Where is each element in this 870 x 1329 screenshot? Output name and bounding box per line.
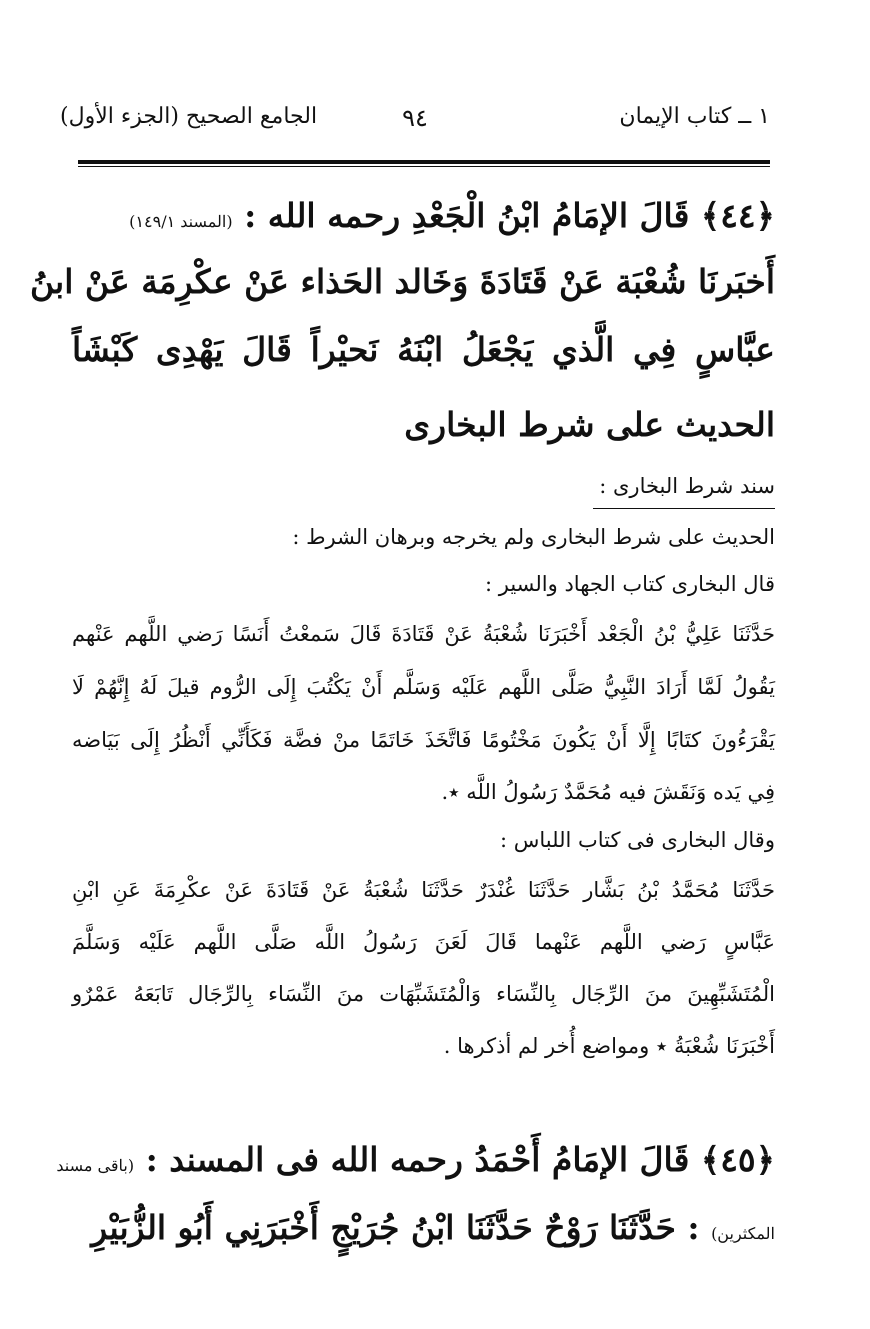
sanad-line-10: الْمُتَشَبِّهِينَ منَ الرِّجَال بِالنِّسَاء وَالْمُتَشَبِّهَات منَ النِّسَاء بِالرِّجَال تَابَعَهُ عَمْرٌو [72, 982, 775, 1006]
hadith-reference-part2: المكثرين) [711, 1224, 775, 1243]
hadith-45-text: : حَدَّثَنَا رَوْحٌ حَدَّثَنَا ابْنُ جُرَيْجٍ أَخْبَرَنِي أَبُو الزُّبَيْرِ [91, 1208, 700, 1247]
sanad-line-11: أَخْبَرَنَا شُعْبَةُ ٭ ومواضع أُخر لم أذكرها . [443, 1034, 775, 1058]
hadith-44-line-1: أَخبَرنَا شُعْبَة عَنْ قَتَادَةَ وَخَالد الحَذاء عَنْ عكْرِمَة عَنْ ابنُ [29, 262, 775, 301]
hadith-45-line-1 [72, 1208, 775, 1247]
header-rule [78, 160, 770, 164]
sanad-line-1: الحديث على شرط البخارى ولم يخرجه وبرهان الشرط : [292, 525, 775, 549]
sanad-line-2: قال البخارى كتاب الجهاد والسير : [484, 572, 775, 596]
hadith-44-line-3: الحديث على شرط البخارى [404, 405, 775, 444]
sanad-line-6: فِي يَده وَنَقَشَ فيه مُحَمَّدٌ رَسُولُ اللَّه ٭. [441, 780, 775, 804]
hadith-reference-part1: (باقى مسند [56, 1156, 135, 1175]
hadith-number: ٤٥ [720, 1140, 756, 1179]
hadith-reference: (المسند ١٤٩/١) [129, 212, 233, 231]
hadith-44-heading [72, 196, 775, 235]
sanad-line-3: حَدَّثَنَا عَلِيُّ بْنُ الْجَعْد أَخْبَرَنَا شُعْبَةُ عَنْ قَتَادَةَ قَالَ سَمعْتُ أَنَسًا رَضي اللَّهم عَنْهم [72, 622, 775, 646]
book-title: الجامع الصحيح (الجزء الأول) [60, 104, 318, 129]
page-number: ٩٤ [402, 104, 428, 132]
sanad-line-7: وقال البخارى فى كتاب اللباس : [500, 828, 775, 852]
header-rule-thin [78, 166, 770, 167]
ornament-close: ﴾ [700, 1140, 721, 1179]
hadith-heading-text: قَالَ الإمَامُ أَحْمَدُ رحمه الله فى المسند : [145, 1140, 690, 1179]
ornament-close: ﴾ [700, 196, 721, 235]
sanad-title-underline [593, 508, 775, 509]
ornament-open: ﴿ [755, 196, 775, 235]
sanad-line-5: يَقْرَءُونَ كتَابًا إِلَّا أَنْ يَكُونَ مَخْتُومًا فَاتَّخَذَ خَاتَمًا منْ فضَّة فَكَأَنِّي أَنْظُرُ إِلَى بَيَاضه [72, 728, 775, 752]
sanad-line-4: يَقُولُ لَمَّا أَرَادَ النَّبِيُّ صَلَّى اللَّهم عَلَيْه وَسَلَّم أَنْ يَكْتُبَ إِلَى الرُّوم قيلَ لَهُ إِنَّهُمْ لَا [72, 675, 775, 699]
sanad-line-8: حَدَّثَنَا مُحَمَّدُ بْنُ بَشَّار حَدَّثَنَا غُنْدَرٌ حَدَّثَنَا شُعْبَةُ عَنْ قَتَادَةَ عَنْ عكْرِمَةَ عَنِ ابْنِ [72, 878, 775, 902]
hadith-45-heading [56, 1140, 775, 1179]
sanad-title: سند شرط البخارى : [599, 474, 775, 498]
chapter-title: ١ ــ كتاب الإيمان [619, 104, 770, 129]
hadith-44-line-2: عبَّاسٍ فِي الَّذي يَجْعَلُ ابْنَهُ نَحيْراً قَالَ يَهْدِى كَبْشَاً [72, 330, 775, 369]
hadith-number: ٤٤ [720, 196, 756, 235]
page-header [60, 100, 770, 140]
sanad-line-9: عَبَّاسٍ رَضي اللَّهم عَنْهما قَالَ لَعَنَ رَسُولُ اللَّه صَلَّى اللَّهم عَلَيْه وَسَلَّمَ [72, 930, 775, 954]
ornament-open: ﴿ [755, 1140, 775, 1179]
hadith-heading-text: قَالَ الإمَامُ ابْنُ الْجَعْدِ رحمه الله : [244, 196, 690, 235]
